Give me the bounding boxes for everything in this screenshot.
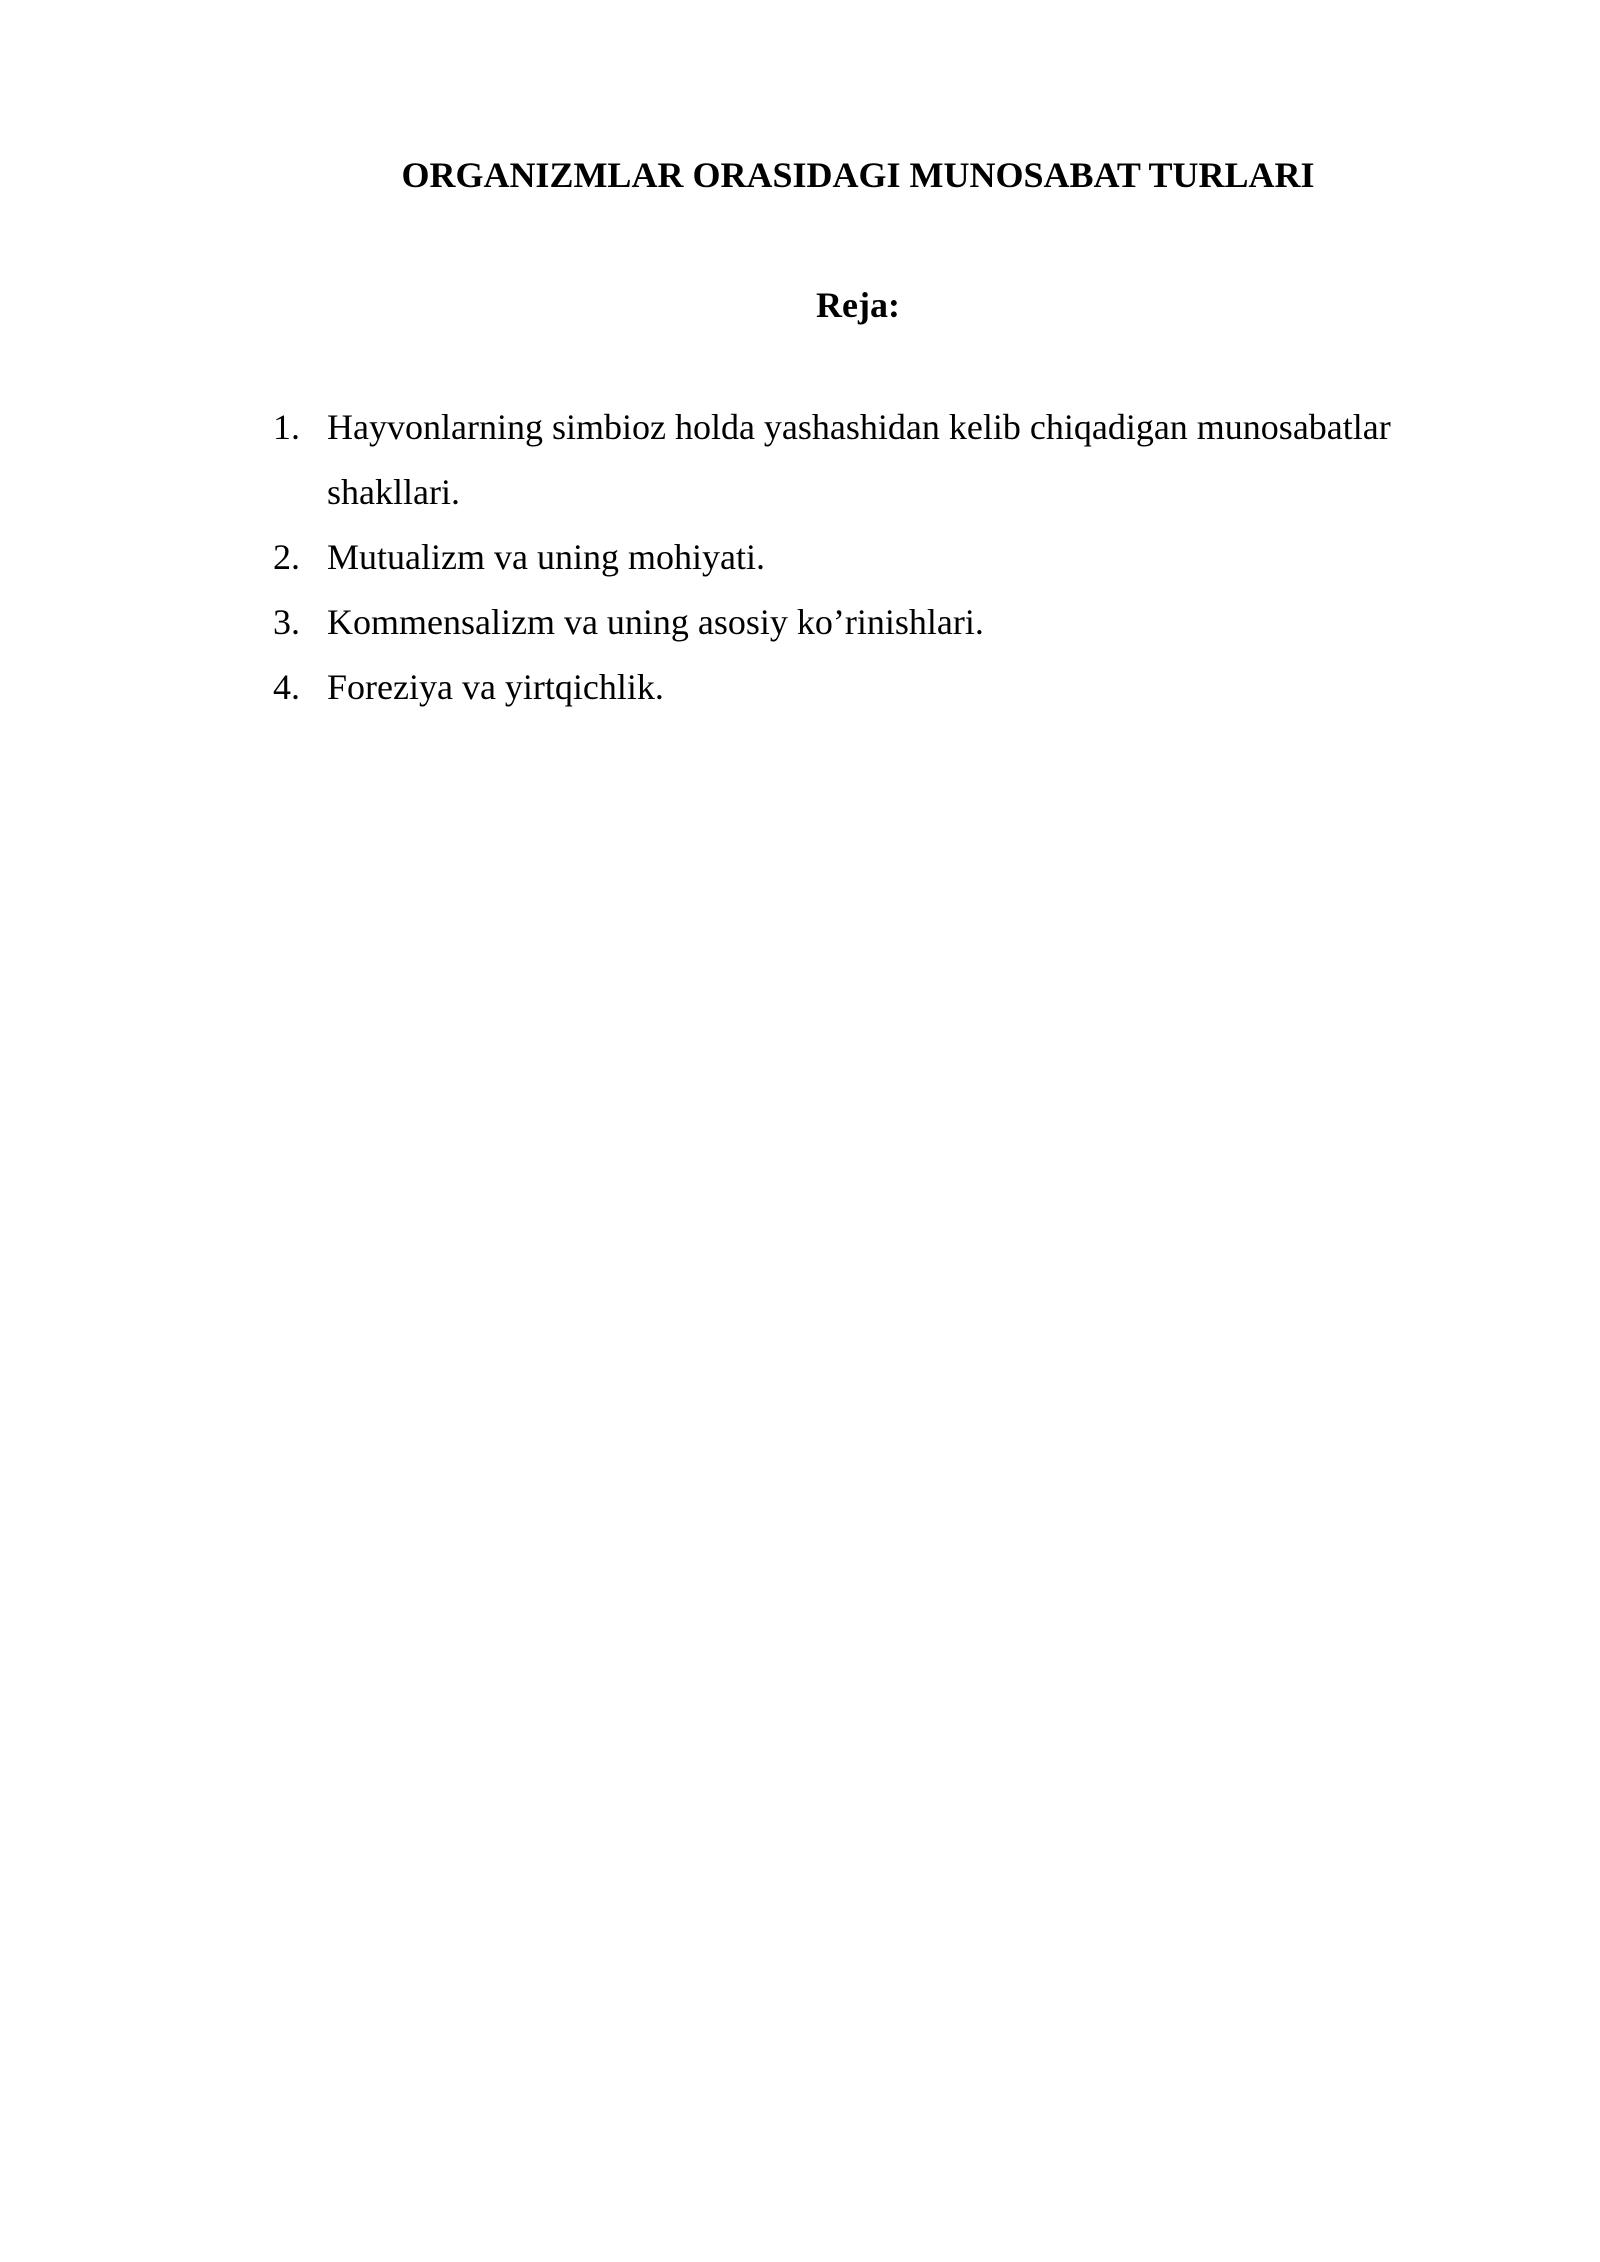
list-item-text: Hayvonlarning simbioz holda yashashidan kelib chiqadigan munosabatlar shakllari. — [327, 407, 1391, 512]
list-item-number: 2. — [273, 537, 300, 577]
list-item — [273, 525, 1473, 590]
list-item — [273, 655, 1473, 720]
list-item-number: 3. — [273, 602, 300, 642]
list-item — [273, 590, 1473, 655]
list-item — [273, 395, 1473, 525]
document-title: ORGANIZMLAR ORASIDAGI MUNOSABAT TURLARI — [401, 155, 1315, 195]
plan-heading: Reja: — [816, 285, 900, 325]
plan-list — [273, 395, 1473, 720]
list-item-text: Kommensalizm va uning asosiy ko’rinishlari. — [327, 602, 984, 642]
list-item-text: Mutualizm va uning mohiyati. — [327, 537, 765, 577]
list-item-number: 4. — [273, 667, 300, 707]
list-item-text: Foreziya va yirtqichlik. — [327, 667, 664, 707]
list-item-number: 1. — [273, 407, 300, 447]
